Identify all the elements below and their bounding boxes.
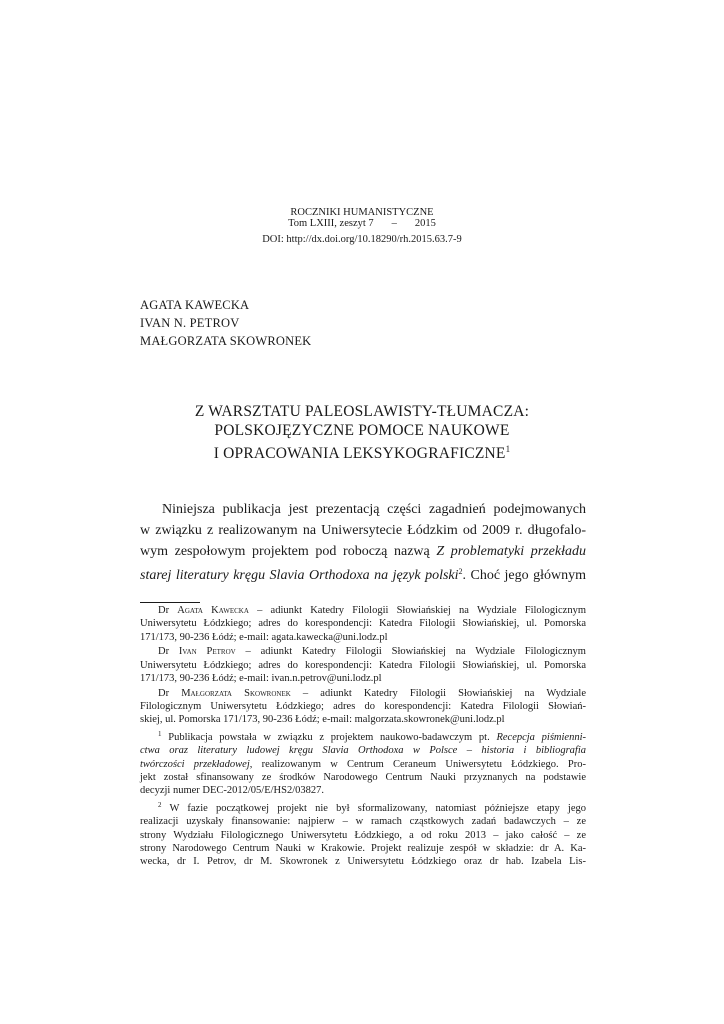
- body-line: starej literatury kręgu Slavia Orthodoxa na język polski$^2$. Choć jego głównym: [140, 567, 586, 584]
- footnote-2: $^2$ W fazie początkowej projekt nie był sformalizowany, natomiast późniejsze etapy jego realizacji uzyskały finansowanie: najpierw – w ramach cząstkowych zadań badawczych – ze strony Wydziału Filologicznego Uniwersytetu Łódzkiego, a od roku 2013 – jako całość – ze strony Narodowego Centrum Nauki w Krakowie. Projekt realizuje zespół w składzie: dr A. Ka- wecka, dr I. Petrov, dr M. Skowronek z Uniwersytetu Łódzkiego oraz dr hab. Izabela Lis-: [140, 801, 586, 868]
- body-paragraph: [140, 500, 586, 587]
- author-name: AGATA KAWECKA: [140, 298, 250, 312]
- footnote-ref: 1: [505, 444, 511, 454]
- journal-volume-line: [0, 218, 724, 229]
- journal-dash: –: [391, 218, 397, 229]
- body-line: wym zespołowym projektem pod roboczą nazwą Z problematyki przekładu: [140, 543, 586, 559]
- footnotes: [140, 604, 586, 870]
- footnote-divider: [140, 602, 200, 603]
- footnote-ref: 2: [458, 567, 463, 577]
- body-line: Niniejsza publikacja jest prezentacją części zagadnień podejmowanych: [162, 502, 586, 517]
- footnote-number: 2: [158, 801, 162, 810]
- footnote-author-kawecka: Dr Agata Kawecka – adiunkt Katedry Filologii Słowiańskiej na Wydziale Filologicznym Uniwersytetu Łódzkiego; adres do korespondencji: Katedra Filologii Słowiańskiej, ul. Pomorska 171/173, 90-236 Łódź; e-mail: agata.kawecka@uni.lodz.pl: [140, 605, 586, 643]
- author-name: IVAN N. PETROV: [140, 316, 240, 330]
- author-list: [140, 296, 311, 350]
- title-line: Z WARSZTATU PALEOSLAWISTY-TŁUMACZA:: [194, 403, 530, 420]
- journal-name: ROCZNIKI HUMANISTYCZNE: [290, 207, 434, 218]
- article-title: [0, 402, 724, 463]
- title-line: POLSKOJĘZYCZNE POMOCE NAUKOWE: [214, 422, 510, 439]
- journal-volume: Tom LXIII, zeszyt 7: [288, 218, 374, 229]
- title-line-last: I OPRACOWANIA LEKSYKOGRAFICZNE$^1$: [213, 444, 511, 462]
- footnote-author-petrov: Dr Ivan Petrov – adiunkt Katedry Filologii Słowiańskiej na Wydziale Filologicznym Uniwersytetu Łódzkiego; adres do korespondencji: Katedra Filologii Słowiańskiej, ul. Pomorska 171/173, 90-236 Łódź; e-mail: ivan.n.petrov@uni.lodz.pl: [140, 646, 586, 684]
- author-name: MAŁGORZATA SKOWRONEK: [140, 334, 312, 348]
- doi: DOI: http://dx.doi.org/10.18290/rh.2015.63.7-9: [262, 234, 462, 245]
- body-line: w związku z realizowanym na Uniwersytecie Łódzkim od 2009 r. długofalo-: [140, 522, 586, 538]
- journal-year: 2015: [414, 218, 436, 229]
- footnote-number: 1: [158, 730, 162, 739]
- footnote-author-skowronek: Dr Małgorzata Skowronek – adiunkt Katedry Filologii Słowiańskiej na Wydziale Filologicznym Uniwersytetu Łódzkiego; adres do korespondencji: Katedra Filologii Słowiań- skiej, ul. Pomorska 171/173, 90-236 Łódź; e-mail: malgorzata.skowronek@uni.lodz.pl: [140, 687, 586, 726]
- footnote-1: $^1$ Publikacja powstała w związku z projektem naukowo-badawczym pt. Recepcja piśmienni- ctwa oraz literatury ludowej kręgu Slavia Orthodoxa w Polsce – historia i bibliografia twórczości przekładowej, realizowanym w Centrum Ceraneum Uniwersytetu Łódzkiego. Pro- jekt został sfinansowany ze środków Narodowego Centrum Nauki przyznanych na podstawie decyzji numer DEC-2012/05/E/HS2/03827.: [140, 730, 586, 797]
